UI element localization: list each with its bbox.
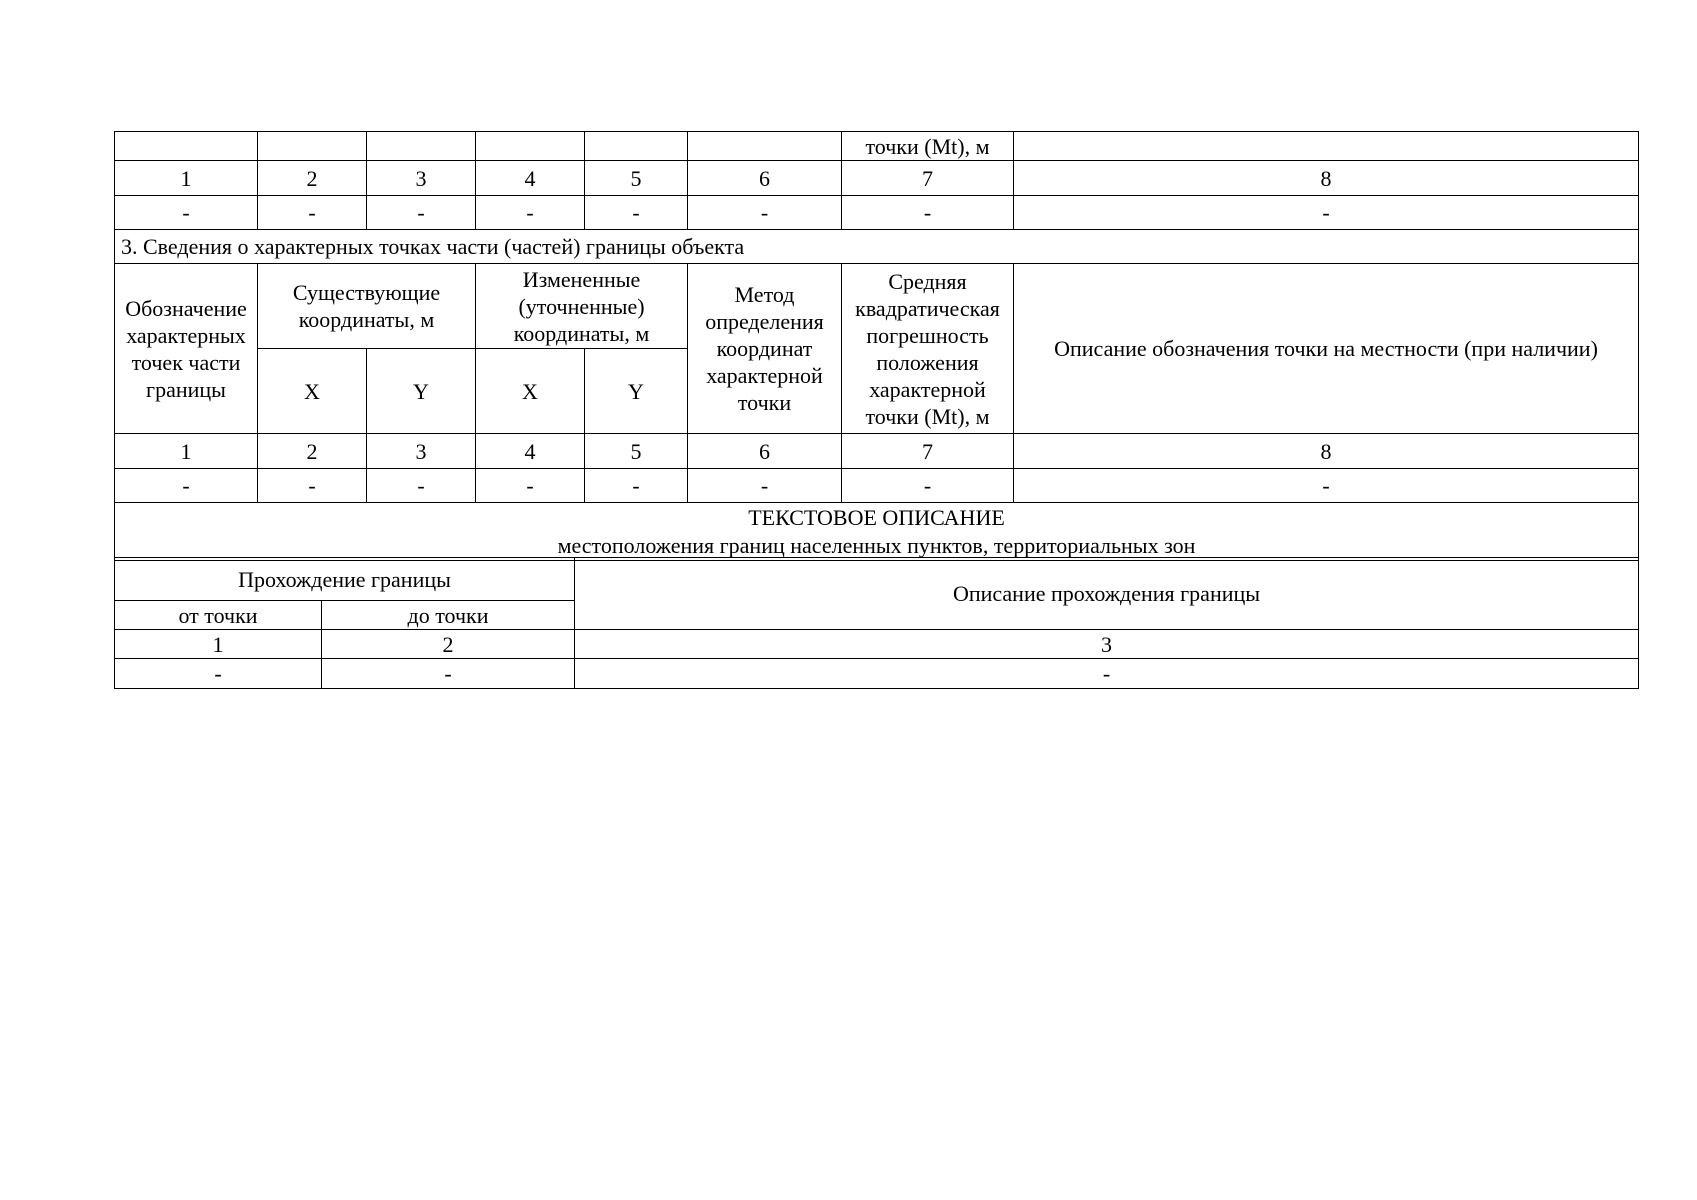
column-number: 8	[1014, 161, 1639, 196]
column-number: 7	[842, 434, 1014, 469]
header-changed-coordinates: Измененные (уточненные) координаты, м	[476, 264, 688, 349]
column-number: 2	[258, 434, 367, 469]
characteristic-points-table	[114, 131, 1639, 561]
table-cell: -	[476, 196, 585, 230]
table-cell: -	[322, 659, 575, 689]
header-row	[115, 264, 1639, 349]
column-number: 3	[575, 630, 1639, 659]
cont-cell-3	[367, 132, 476, 161]
text-description-heading	[115, 503, 1639, 561]
boundary-description-table	[114, 557, 1639, 689]
table-row	[115, 196, 1639, 230]
cont-cell-1	[115, 132, 258, 161]
table-cell: -	[476, 469, 585, 503]
column-number: 6	[688, 161, 842, 196]
column-number: 7	[842, 161, 1014, 196]
column-number: 1	[115, 434, 258, 469]
table-cell: -	[575, 659, 1639, 689]
table-cell: -	[688, 469, 842, 503]
table-cell: -	[585, 469, 688, 503]
header-existing-coordinates: Существующие координаты, м	[258, 264, 476, 349]
table-cell: -	[258, 196, 367, 230]
table-cell: -	[115, 196, 258, 230]
column-number: 1	[115, 630, 322, 659]
continuation-row	[115, 132, 1639, 161]
header-to-point: до точки	[322, 601, 575, 630]
table-cell: -	[688, 196, 842, 230]
header-boundary-passage: Прохождение границы	[115, 558, 575, 601]
header-method: Метод определения координат характерной точки	[688, 264, 842, 434]
column-number: 2	[322, 630, 575, 659]
text-description-row	[115, 503, 1639, 561]
cont-cell-6	[688, 132, 842, 161]
text-description-title: ТЕКСТОВОЕ ОПИСАНИЕ	[748, 504, 1005, 530]
cont-cell-5	[585, 132, 688, 161]
column-number: 6	[688, 434, 842, 469]
section-3-title: 3. Сведения о характерных точках части (частей) границы объекта	[115, 230, 1639, 264]
header-y-existing: Y	[367, 349, 476, 434]
header-description: Описание обозначения точки на местности (при наличии)	[1014, 264, 1639, 434]
column-number-row	[115, 630, 1639, 659]
header-accuracy: Средняя квадратическая погрешность положения характерной точки (Mt), м	[842, 264, 1014, 434]
table-cell: -	[115, 469, 258, 503]
column-number: 5	[585, 161, 688, 196]
column-number: 3	[367, 161, 476, 196]
header-x-existing: X	[258, 349, 367, 434]
header-row	[115, 558, 1639, 601]
column-number: 5	[585, 434, 688, 469]
header-passage-description: Описание прохождения границы	[575, 558, 1639, 630]
table-cell: -	[367, 469, 476, 503]
table-row	[115, 469, 1639, 503]
cont-cell-4	[476, 132, 585, 161]
table-row	[115, 659, 1639, 689]
header-x-changed: X	[476, 349, 585, 434]
table-cell: -	[1014, 196, 1639, 230]
column-number: 2	[258, 161, 367, 196]
table-cell: -	[842, 196, 1014, 230]
header-point-designation: Обозначение характерных точек части границы	[115, 264, 258, 434]
column-number: 8	[1014, 434, 1639, 469]
cont-cell-2	[258, 132, 367, 161]
column-number: 4	[476, 434, 585, 469]
cont-cell-7: точки (Mt), м	[842, 132, 1014, 161]
table-cell: -	[258, 469, 367, 503]
header-from-point: от точки	[115, 601, 322, 630]
column-number: 4	[476, 161, 585, 196]
section-title-row	[115, 230, 1639, 264]
column-number: 3	[367, 434, 476, 469]
column-number: 1	[115, 161, 258, 196]
header-y-changed: Y	[585, 349, 688, 434]
table-cell: -	[367, 196, 476, 230]
text-description-subtitle: местоположения границ населенных пунктов, территориальных зон	[557, 532, 1196, 558]
table-cell: -	[842, 469, 1014, 503]
column-number-row	[115, 434, 1639, 469]
table-cell: -	[585, 196, 688, 230]
table-cell: -	[115, 659, 322, 689]
table-cell: -	[1014, 469, 1639, 503]
column-number-row	[115, 161, 1639, 196]
cont-cell-8	[1014, 132, 1639, 161]
